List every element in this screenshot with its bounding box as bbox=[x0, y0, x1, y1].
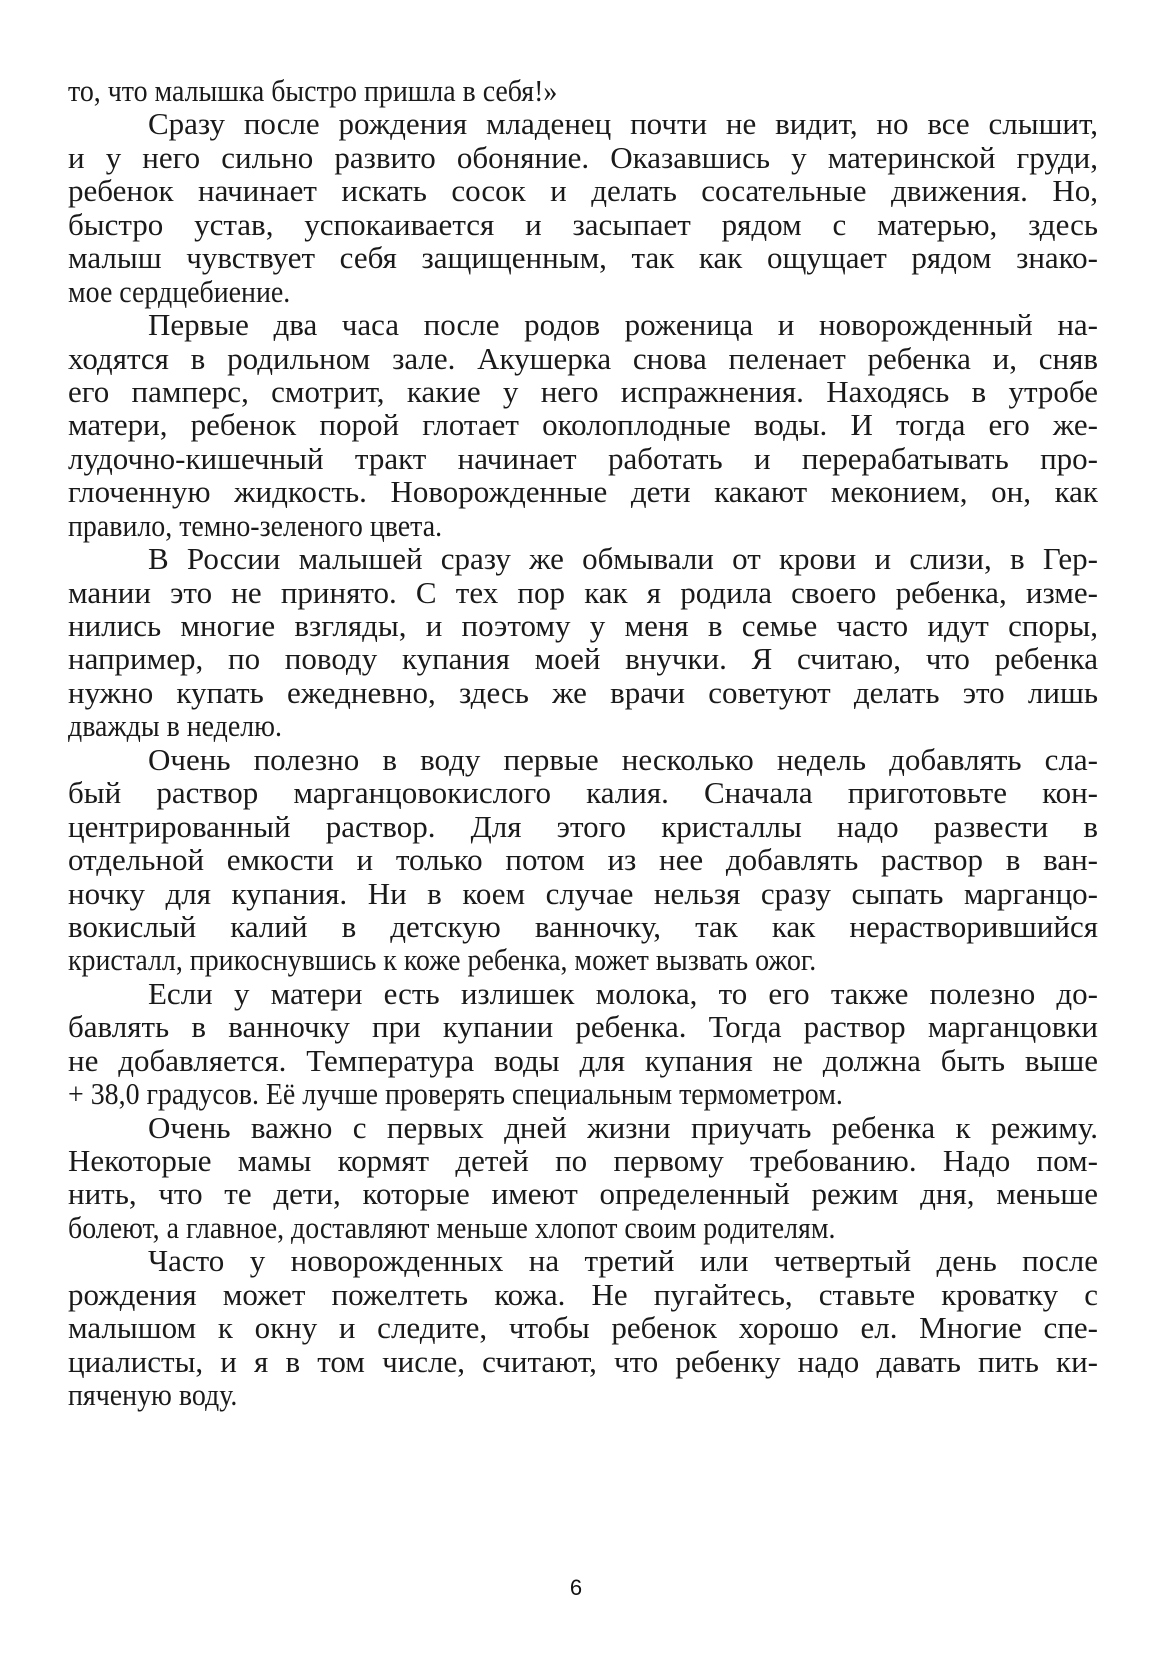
text-line: ребенок начинает искать сосок и делать сосательные движения. Но, bbox=[68, 173, 1098, 209]
text-line: нить, что те дети, которые имеют определенный режим дня, меньше bbox=[68, 1176, 1098, 1212]
text-line: глоченную жидкость. Новорожденные дети какают меконием, он, как bbox=[68, 474, 1098, 510]
text-line: нужно купать ежедневно, здесь же врачи советуют делать это лишь bbox=[68, 674, 1098, 710]
paragraph bbox=[68, 977, 1098, 1111]
text-line: мое сердцебиение. bbox=[68, 273, 291, 309]
body-text bbox=[68, 74, 1098, 1412]
text-line: не добавляется. Температура воды для купания не должна быть выше bbox=[68, 1042, 1098, 1078]
text-line: матери, ребенок порой глотает околоплодные воды. И тогда его же- bbox=[68, 407, 1098, 443]
text-line: ходятся в родильном зале. Акушерка снова пеленает ребенка и, сняв bbox=[68, 340, 1098, 376]
paragraph bbox=[68, 1244, 1098, 1411]
text-line: циалисты, и я в том числе, считают, что ребенку надо давать пить ки- bbox=[68, 1343, 1098, 1379]
text-line: правило, темно-зеленого цвета. bbox=[68, 507, 443, 543]
paragraph bbox=[68, 743, 1098, 977]
text-line: кристалл, прикоснувшись к коже ребенка, может вызвать ожог. bbox=[68, 942, 817, 978]
text-line: бавлять в ванночку при купании ребенка. Тогда раствор марганцовки bbox=[68, 1009, 1098, 1045]
text-line: В России малышей сразу же обмывали от крови и слизи, в Гер- bbox=[148, 541, 1098, 577]
text-line: бый раствор марганцовокислого калия. Сначала приготовьте кон- bbox=[68, 775, 1098, 811]
text-line: Первые два часа после родов роженица и новорожденный на- bbox=[148, 307, 1098, 343]
paragraph bbox=[68, 74, 1098, 107]
paragraph bbox=[68, 1111, 1098, 1245]
page-number-label: 6 bbox=[569, 1575, 583, 1600]
page-number bbox=[0, 1575, 1166, 1601]
text-line: Очень важно с первых дней жизни приучать ребенка к режиму. bbox=[148, 1109, 1098, 1145]
text-line: его памперс, смотрит, какие у него испражнения. Находясь в утробе bbox=[68, 373, 1098, 409]
text-line: рождения может пожелтеть кожа. Не пугайтесь, ставьте кроватку с bbox=[68, 1276, 1098, 1312]
text-line: например, по поводу купания моей внучки. Я считаю, что ребенка bbox=[68, 641, 1098, 677]
paragraph bbox=[68, 542, 1098, 743]
text-line: малышом к окну и следите, чтобы ребенок хорошо ел. Многие спе- bbox=[68, 1310, 1098, 1346]
text-line: пяченую воду. bbox=[68, 1377, 238, 1413]
paragraph bbox=[68, 308, 1098, 542]
text-line: Если у матери есть излишек молока, то его также полезно до- bbox=[148, 975, 1098, 1011]
text-line: вокислый калий в детскую ванночку, так как нерастворившийся bbox=[68, 908, 1098, 944]
text-line: + 38,0 градусов. Её лучше проверять специальным термометром. bbox=[68, 1076, 843, 1112]
text-line: мании это не принято. С тех пор как я родила своего ребенка, изме- bbox=[68, 574, 1098, 610]
text-line: отдельной емкости и только потом из нее добавлять раствор в ван- bbox=[68, 842, 1098, 878]
text-line: Часто у новорожденных на третий или четвертый день после bbox=[148, 1243, 1098, 1279]
text-line: Сразу после рождения младенец почти не видит, но все слышит, bbox=[148, 106, 1098, 142]
text-line: центрированный раствор. Для этого кристаллы надо развести в bbox=[68, 808, 1098, 844]
text-line: ночку для купания. Ни в коем случае нельзя сразу сыпать марганцо- bbox=[68, 875, 1098, 911]
text-line: Некоторые мамы кормят детей по первому требованию. Надо пом- bbox=[68, 1143, 1098, 1178]
paragraph bbox=[68, 107, 1098, 308]
text-line: болеют, а главное, доставляют меньше хлопот своим родителям. bbox=[68, 1209, 836, 1245]
text-line: лудочно-кишечный тракт начинает работать и перерабатывать про- bbox=[68, 440, 1098, 476]
text-line: малыш чувствует себя защищенным, так как ощущает рядом знако- bbox=[68, 240, 1098, 276]
text-line: Очень полезно в воду первые несколько недель добавлять сла- bbox=[148, 741, 1098, 777]
text-line: и у него сильно развито обоняние. Оказавшись у материнской груди, bbox=[68, 139, 1098, 175]
text-line: быстро устав, успокаивается и засыпает рядом с матерью, здесь bbox=[68, 206, 1098, 242]
text-line: нились многие взгляды, и поэтому у меня в семье часто идут споры, bbox=[68, 608, 1098, 643]
text-line: дважды в неделю. bbox=[68, 708, 283, 744]
text-line: то, что малышка быстро пришла в себя!» bbox=[68, 73, 558, 108]
